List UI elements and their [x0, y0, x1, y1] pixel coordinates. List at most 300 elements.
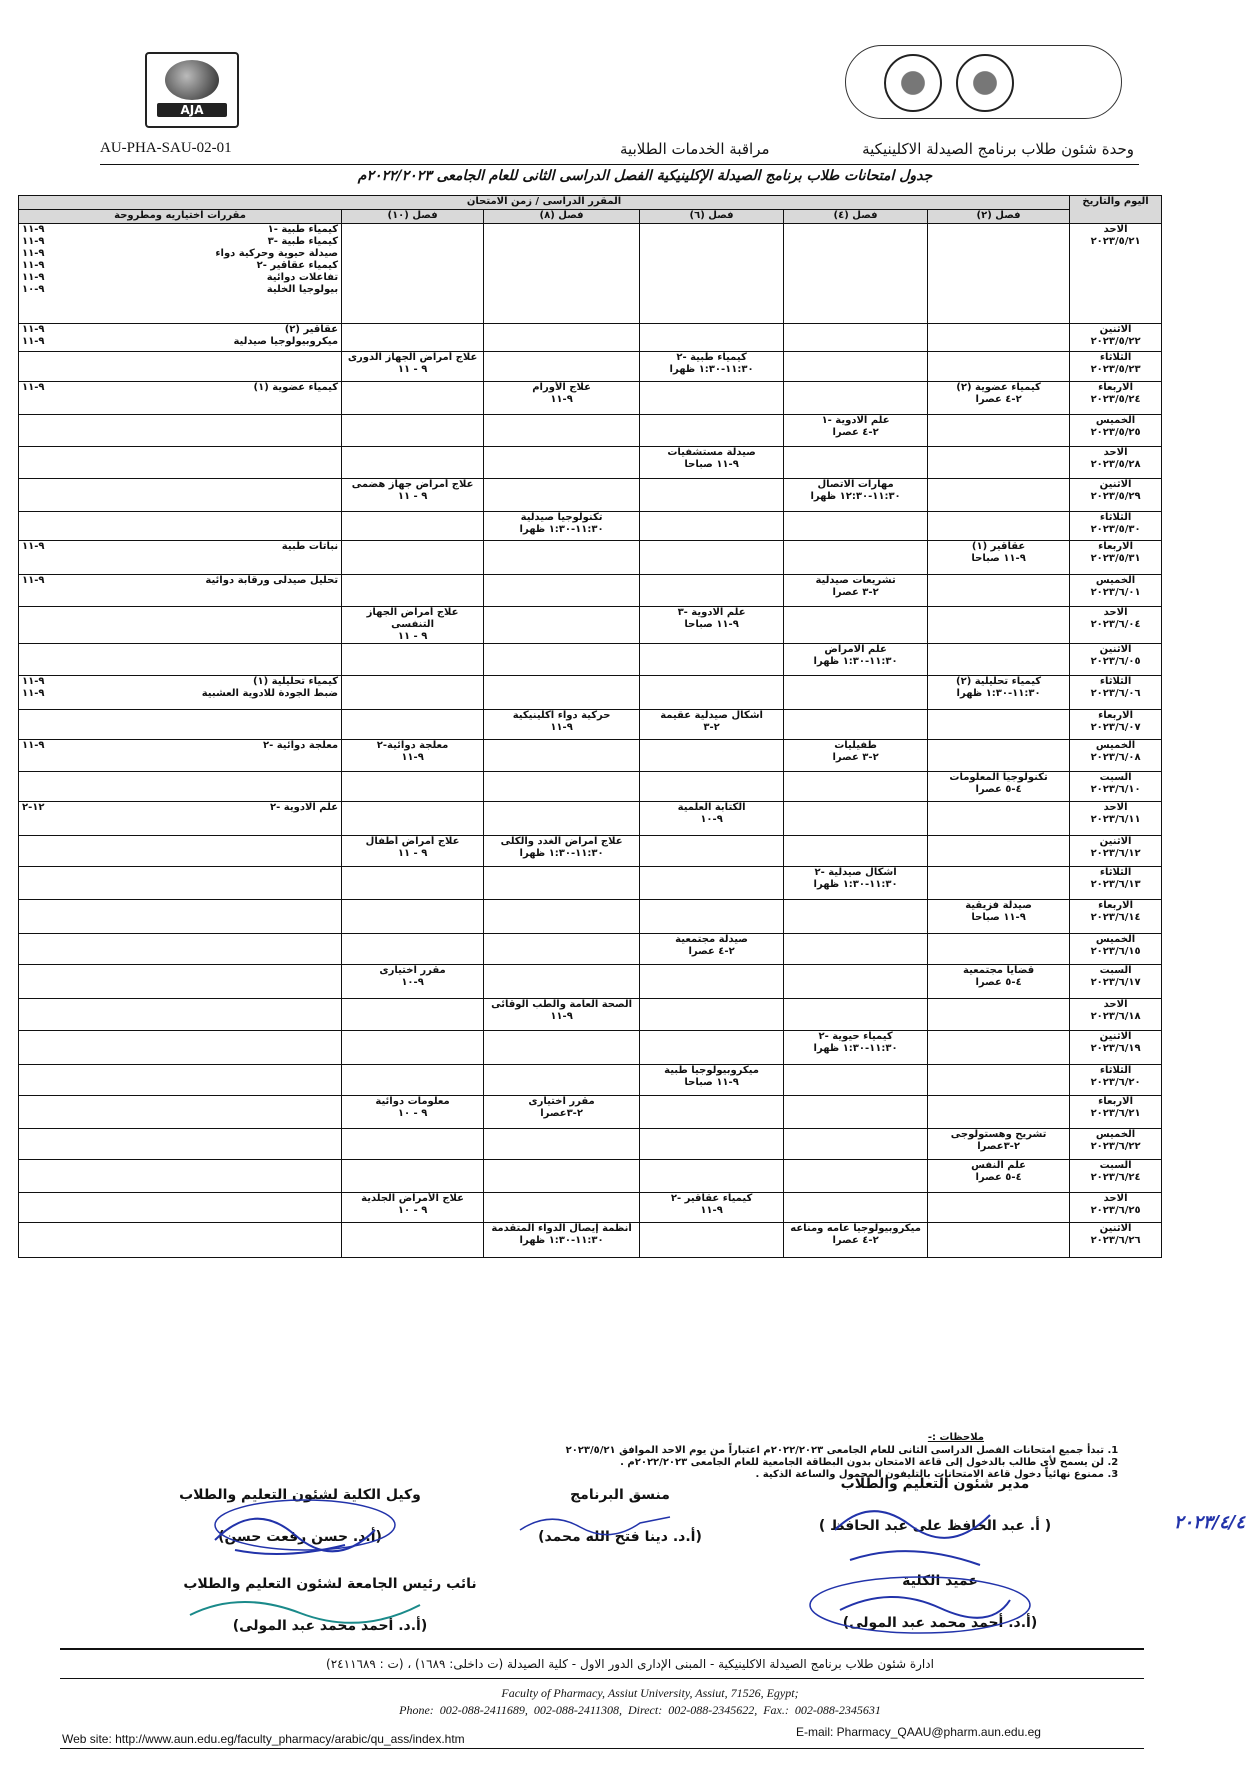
- exam-time: ١١:٣٠-١:٣٠ ظهرا: [669, 364, 754, 375]
- director-name: ( أ. عبد الحافظ على عبد الحافظ ): [818, 1518, 1052, 1534]
- elective-cell: [19, 1129, 342, 1160]
- elective-time: ٩-١١: [22, 688, 45, 699]
- exam-cell-c8: [484, 382, 640, 415]
- elective-time: ٩-١٠: [22, 284, 45, 295]
- exam-cell-c6: [640, 575, 784, 607]
- exam-cell-c8: [484, 541, 640, 575]
- exam-time: ٩ - ١١: [397, 364, 428, 375]
- exam-cell-c10: [342, 802, 484, 836]
- elective-course: عقاقير (٢): [284, 324, 339, 335]
- elective-cell: [19, 575, 342, 607]
- elective-cell: [19, 644, 342, 676]
- exam-cell-c8: [484, 1223, 640, 1258]
- note-item: 3. ممنوع نهائياً دخول قاعة الامتحانات بالتليفون المحمول والساعة الذكية .: [100, 1469, 1104, 1480]
- course-name: تشريح وهستولوجى: [950, 1129, 1047, 1140]
- exam-cell-c10: [342, 772, 484, 802]
- elective-cell: [19, 1160, 342, 1193]
- phone-numbers: Phone: 002-088-2411689, 002-088-2411308, Direct: 002-088-2345622, Fax.: 002-088-2345631: [399, 1703, 881, 1717]
- course-name: معلجة دوائية-٢: [376, 740, 449, 751]
- elective-cell: [19, 479, 342, 512]
- exam-cell-c2: [928, 802, 1070, 836]
- schedule-row: [19, 772, 1162, 802]
- course-name: طفيليات: [834, 740, 877, 751]
- exam-cell-c4: [784, 710, 928, 740]
- day-name: الاثنين: [1099, 836, 1132, 847]
- exam-cell-c8: [484, 772, 640, 802]
- exam-cell-c6: [640, 1129, 784, 1160]
- exam-cell-c6: [640, 676, 784, 710]
- elective-cell: [19, 224, 342, 324]
- exam-cell-c6: [640, 867, 784, 900]
- schedule-row: [19, 836, 1162, 867]
- exam-date: ٢٠٢٣/٦/٠٤: [1090, 619, 1141, 630]
- elective-time: ٩-١١: [22, 224, 45, 235]
- column-header: فصل (١٠): [342, 210, 484, 224]
- exam-time: ٢-٣ عصرا: [832, 587, 879, 598]
- exam-cell-c4: [784, 1031, 928, 1065]
- day-date-cell: [1070, 352, 1162, 382]
- elective-cell: [19, 802, 342, 836]
- schedule-row: [19, 479, 1162, 512]
- notes-section: [100, 1432, 1144, 1481]
- elective-cell: [19, 965, 342, 999]
- exam-cell-c6: [640, 479, 784, 512]
- exam-cell-c6: [640, 607, 784, 644]
- exam-cell-c2: [928, 1193, 1070, 1223]
- exam-cell-c2: [928, 740, 1070, 772]
- exam-date: ٢٠٢٣/٦/٢٦: [1090, 1235, 1141, 1246]
- exam-cell-c10: [342, 512, 484, 541]
- exam-cell-c2: [928, 1129, 1070, 1160]
- exam-cell-c4: [784, 224, 928, 324]
- day-name: الثلاثاء: [1099, 352, 1132, 363]
- exam-date: ٢٠٢٣/٥/٢٥: [1090, 427, 1141, 438]
- exam-cell-c8: [484, 999, 640, 1031]
- elective-cell: [19, 1193, 342, 1223]
- exam-cell-c8: [484, 867, 640, 900]
- exam-cell-c6: [640, 447, 784, 479]
- exam-cell-c4: [784, 740, 928, 772]
- elective-cell: [19, 352, 342, 382]
- exam-cell-c4: [784, 512, 928, 541]
- schedule-row: [19, 1193, 1162, 1223]
- schedule-row: [19, 710, 1162, 740]
- exam-cell-c10: [342, 1096, 484, 1129]
- exam-cell-c4: [784, 644, 928, 676]
- course-name: علاج أمراض جهاز هضمى: [351, 479, 474, 490]
- exam-cell-c4: [784, 900, 928, 934]
- exam-time: ٤-٥ عصرا: [975, 977, 1022, 988]
- column-header: فصل (٦): [640, 210, 784, 224]
- exam-cell-c10: [342, 999, 484, 1031]
- course-name: تكنولوجيا صيدلية: [520, 512, 603, 523]
- exam-cell-c10: [342, 1129, 484, 1160]
- schedule-row: [19, 541, 1162, 575]
- schedule-row: [19, 900, 1162, 934]
- day-date-cell: [1070, 965, 1162, 999]
- university-seal-icon: [956, 54, 1014, 112]
- exam-date: ٢٠٢٣/٦/٢٢: [1090, 1141, 1141, 1152]
- day-date-cell: [1070, 999, 1162, 1031]
- exam-cell-c2: [928, 965, 1070, 999]
- exam-cell-c2: [928, 710, 1070, 740]
- elective-time: ٩-١١: [22, 575, 45, 586]
- day-name: الاربعاء: [1098, 710, 1134, 721]
- elective-time: ٩-١١: [22, 336, 45, 347]
- elective-time: ٩-١١: [22, 236, 45, 247]
- exam-date: ٢٠٢٣/٦/١٥: [1090, 946, 1141, 957]
- day-name: الاحد: [1103, 224, 1128, 235]
- day-name: الاحد: [1103, 447, 1128, 458]
- schedule-row: [19, 1065, 1162, 1096]
- column-header: مقررات اختياريه ومطروحة: [19, 210, 342, 224]
- exam-date: ٢٠٢٣/٥/٢٩: [1090, 491, 1141, 502]
- exam-date: ٢٠٢٣/٦/٠١: [1090, 587, 1141, 598]
- exam-cell-c8: [484, 607, 640, 644]
- elective-cell: [19, 1223, 342, 1258]
- elective-time: ٩-١١: [22, 324, 45, 335]
- exam-cell-c8: [484, 710, 640, 740]
- footer-divider: [60, 1678, 1144, 1679]
- exam-cell-c4: [784, 575, 928, 607]
- schedule-row: [19, 1096, 1162, 1129]
- exam-cell-c4: [784, 1193, 928, 1223]
- day-date-cell: [1070, 934, 1162, 965]
- exam-date: ٢٠٢٣/٦/٠٦: [1090, 688, 1141, 699]
- elective-cell: [19, 415, 342, 447]
- exam-time: ٩-١١: [700, 1205, 723, 1216]
- elective-course: كيمياء عقاقير -٢: [256, 260, 339, 271]
- exam-cell-c2: [928, 1065, 1070, 1096]
- exam-cell-c10: [342, 541, 484, 575]
- exam-cell-c8: [484, 1160, 640, 1193]
- course-name: علم الادوية -١: [821, 415, 890, 426]
- elective-cell: [19, 1031, 342, 1065]
- day-name: الاثنين: [1099, 1223, 1132, 1234]
- exam-date: ٢٠٢٣/٥/٢٣: [1090, 364, 1141, 375]
- day-name: الخميس: [1095, 740, 1136, 751]
- exam-date: ٢٠٢٣/٥/٢٨: [1090, 459, 1141, 470]
- exam-time: ٢-٣عصرا: [540, 1108, 583, 1119]
- day-date-cell: [1070, 324, 1162, 352]
- elective-cell: [19, 1065, 342, 1096]
- elective-item: [22, 284, 338, 296]
- exam-cell-c6: [640, 382, 784, 415]
- course-name: الصحة العامة والطب الوقائى: [491, 999, 633, 1010]
- day-name: الاثنين: [1099, 324, 1132, 335]
- elective-course: كيمياء تحليلية (١): [252, 676, 339, 687]
- exam-cell-c4: [784, 772, 928, 802]
- exam-cell-c2: [928, 415, 1070, 447]
- day-name: الاحد: [1103, 607, 1128, 618]
- exam-date: ٢٠٢٣/٦/١٩: [1090, 1043, 1141, 1054]
- course-name: مقرر اختيارى: [379, 965, 446, 976]
- exam-cell-c8: [484, 512, 640, 541]
- day-date-cell: [1070, 710, 1162, 740]
- elective-course: معلجة دوائية -٢: [262, 740, 339, 751]
- exam-time: ٩ - ١١: [397, 491, 428, 502]
- exam-cell-c6: [640, 836, 784, 867]
- elective-item: [22, 248, 338, 260]
- day-date-cell: [1070, 900, 1162, 934]
- exam-time: ٩-١١: [550, 722, 573, 733]
- elective-time: ٩-١١: [22, 382, 45, 393]
- schedule-row: [19, 1129, 1162, 1160]
- exam-date: ٢٠٢٣/٦/٢٠: [1090, 1077, 1141, 1088]
- exam-cell-c2: [928, 1096, 1070, 1129]
- elective-cell: [19, 836, 342, 867]
- exam-time: ٩ - ١١: [397, 631, 428, 642]
- day-date-cell: [1070, 1129, 1162, 1160]
- exam-cell-c8: [484, 575, 640, 607]
- elective-cell: [19, 512, 342, 541]
- day-name: الخميس: [1095, 934, 1136, 945]
- exam-cell-c6: [640, 324, 784, 352]
- exam-date: ٢٠٢٣/٦/١٢: [1090, 848, 1141, 859]
- elective-course: تحليل صيدلى ورقابة دوائية: [205, 575, 339, 586]
- exam-time: ٩-١١: [401, 752, 424, 763]
- exam-cell-c2: [928, 900, 1070, 934]
- course-name: تكنولوجيا المعلومات: [949, 772, 1048, 783]
- english-address: Faculty of Pharmacy, Assiut University, Assiut, 71526, Egypt;: [501, 1686, 799, 1700]
- exam-date: ٢٠٢٣/٥/٣٠: [1090, 524, 1141, 535]
- exam-cell-c4: [784, 1223, 928, 1258]
- elective-time: ٩-١١: [22, 541, 45, 552]
- exam-cell-c8: [484, 676, 640, 710]
- elective-course: علم الادوية -٢: [270, 802, 339, 813]
- exam-cell-c4: [784, 1096, 928, 1129]
- elective-course: تفاعلات دوائية: [266, 272, 339, 283]
- schedule-row: [19, 224, 1162, 324]
- exam-cell-c8: [484, 740, 640, 772]
- exam-cell-c4: [784, 541, 928, 575]
- handwritten-date: ٢٠٢٣/٤/٤: [1173, 1512, 1245, 1533]
- exam-cell-c8: [484, 1065, 640, 1096]
- exam-time: ٩-١١: [550, 394, 573, 405]
- exam-cell-c8: [484, 1193, 640, 1223]
- exam-cell-c10: [342, 1065, 484, 1096]
- exam-time: ١١:٣٠-١:٣٠ ظهرا: [956, 688, 1041, 699]
- exam-cell-c10: [342, 324, 484, 352]
- day-name: السبت: [1099, 1160, 1132, 1171]
- schedule-row: [19, 415, 1162, 447]
- course-name: معلومات دوائية: [375, 1096, 450, 1107]
- exam-cell-c10: [342, 382, 484, 415]
- exam-time: ٢-٣عصرا: [977, 1141, 1020, 1152]
- exam-cell-c10: [342, 607, 484, 644]
- aja-logo: [145, 52, 239, 128]
- exam-cell-c6: [640, 1096, 784, 1129]
- day-name: الاربعاء: [1098, 1096, 1134, 1107]
- course-time-header: المقرر الدراسى / زمن الامتحان: [19, 196, 1070, 210]
- exam-cell-c10: [342, 1031, 484, 1065]
- course-name: ميكروبيولوجيا طبية: [664, 1065, 759, 1076]
- course-name: أنظمة إيصال الدواء المتقدمة: [491, 1223, 632, 1234]
- elective-cell: [19, 607, 342, 644]
- elective-course: ضبط الجودة للادوية العشبية: [201, 688, 339, 699]
- elective-cell: [19, 772, 342, 802]
- day-date-cell: [1070, 479, 1162, 512]
- day-date-cell: [1070, 802, 1162, 836]
- elective-time: ١٢-٢: [22, 802, 45, 813]
- elective-time: ٩-١١: [22, 740, 45, 751]
- exam-cell-c6: [640, 900, 784, 934]
- coordinator-handwritten-signature: [510, 1505, 680, 1545]
- course-name: تشريعات صيدلية: [815, 575, 896, 586]
- day-name: الخميس: [1095, 1129, 1136, 1140]
- day-date-cell: [1070, 415, 1162, 447]
- course-name: الكتابة العلمية: [677, 802, 746, 813]
- exam-cell-c6: [640, 1031, 784, 1065]
- exam-time: ١١:٣٠-١٢:٣٠ ظهرا: [810, 491, 901, 502]
- exam-cell-c2: [928, 676, 1070, 710]
- day-date-cell: [1070, 224, 1162, 324]
- exam-date: ٢٠٢٣/٦/٠٧: [1090, 722, 1141, 733]
- exam-cell-c4: [784, 479, 928, 512]
- day-name: السبت: [1099, 772, 1132, 783]
- exam-cell-c4: [784, 415, 928, 447]
- unit-name: وحدة شئون طلاب برنامج الصيدلة الاكلينيكية: [862, 140, 1134, 158]
- elective-item: [22, 688, 338, 700]
- course-name: كيمياء عضوية (٢): [956, 382, 1041, 393]
- exam-cell-c2: [928, 447, 1070, 479]
- elective-item: [22, 336, 338, 348]
- director-title: مدير شئون التعليم والطلاب: [840, 1476, 1030, 1492]
- day-date-cell: [1070, 1096, 1162, 1129]
- day-date-cell: [1070, 512, 1162, 541]
- course-name: ميكروبيولوجيا عامه ومناعه: [790, 1223, 921, 1234]
- exam-time: ١١:٣٠-١:٣٠ ظهرا: [813, 1043, 898, 1054]
- day-name: الاربعاء: [1098, 541, 1134, 552]
- elective-cell: [19, 900, 342, 934]
- exam-time: ١١:٣٠-١:٣٠ ظهرا: [519, 524, 604, 535]
- day-date-cell: [1070, 1223, 1162, 1258]
- coordinator-title: منسق البرنامج: [570, 1487, 670, 1503]
- day-name: الثلاثاء: [1099, 867, 1132, 878]
- exam-date: ٢٠٢٣/٦/٢١: [1090, 1108, 1141, 1119]
- elective-course: كيمياء عضوية (١): [253, 382, 339, 393]
- exam-cell-c4: [784, 867, 928, 900]
- day-name: الاحد: [1103, 802, 1128, 813]
- elective-time: ٩-١١: [22, 676, 45, 687]
- exam-cell-c10: [342, 965, 484, 999]
- exam-cell-c10: [342, 352, 484, 382]
- exam-date: ٢٠٢٣/٦/١٣: [1090, 879, 1141, 890]
- course-name: اشكال صيدلية عقيمة: [660, 710, 763, 721]
- course-name: علاج أمراض الجهاز الدورى: [347, 352, 478, 363]
- day-name: الاثنين: [1099, 644, 1132, 655]
- course-name: كيمياء حيوية -٢: [818, 1031, 893, 1042]
- website-url: Web site: http://www.aun.edu.eg/faculty_pharmacy/arabic/qu_ass/index.htm: [62, 1732, 465, 1746]
- day-name: الخميس: [1095, 415, 1136, 426]
- course-name: علم النفس: [971, 1160, 1026, 1171]
- elective-cell: [19, 676, 342, 710]
- exam-cell-c8: [484, 1031, 640, 1065]
- exam-date: ٢٠٢٣/٥/٢٢: [1090, 336, 1141, 347]
- header-divider: [100, 164, 1139, 165]
- exam-cell-c10: [342, 575, 484, 607]
- page-title: جدول امتحانات طلاب برنامج الصيدلة الإكلينيكية الفصل الدراسى الثانى للعام الجامعى ٢٠٢٢/٢٠٢٣م: [357, 168, 933, 184]
- day-date-cell: [1070, 447, 1162, 479]
- day-date-cell: [1070, 1031, 1162, 1065]
- day-date-cell: [1070, 575, 1162, 607]
- exam-date: ٢٠٢٣/٥/٢١: [1090, 236, 1141, 247]
- day-name: الخميس: [1095, 575, 1136, 586]
- schedule-row: [19, 934, 1162, 965]
- exam-time: ٢-٤ عصرا: [688, 946, 735, 957]
- schedule-row: [19, 447, 1162, 479]
- exam-cell-c10: [342, 1223, 484, 1258]
- exam-cell-c8: [484, 415, 640, 447]
- notes-title: ملاحظات :-: [927, 1432, 984, 1443]
- day-name: الاحد: [1103, 999, 1128, 1010]
- exam-cell-c8: [484, 836, 640, 867]
- schedule-row: [19, 324, 1162, 352]
- exam-cell-c2: [928, 324, 1070, 352]
- exam-date: ٢٠٢٣/٥/٣١: [1090, 553, 1141, 564]
- elective-cell: [19, 867, 342, 900]
- exam-cell-c4: [784, 447, 928, 479]
- exam-cell-c2: [928, 1031, 1070, 1065]
- day-date-cell: [1070, 1160, 1162, 1193]
- exam-time: ٢-٤ عصرا: [832, 1235, 879, 1246]
- exam-cell-c8: [484, 352, 640, 382]
- subunit-name: مراقبة الخدمات الطلابية: [620, 140, 770, 158]
- exam-time: ٩-١١ صباحا: [684, 619, 739, 630]
- day-date-cell: [1070, 676, 1162, 710]
- elective-course: ميكروبيولوجيا صيدلية: [233, 336, 339, 347]
- schedule-row: [19, 644, 1162, 676]
- exam-cell-c2: [928, 1223, 1070, 1258]
- exam-cell-c6: [640, 644, 784, 676]
- exam-cell-c2: [928, 644, 1070, 676]
- schedule-row: [19, 512, 1162, 541]
- vice-dean-handwritten-signature: [195, 1490, 415, 1570]
- exam-cell-c4: [784, 836, 928, 867]
- exam-cell-c6: [640, 772, 784, 802]
- exam-cell-c8: [484, 224, 640, 324]
- exam-cell-c4: [784, 934, 928, 965]
- exam-cell-c2: [928, 836, 1070, 867]
- exam-cell-c2: [928, 1160, 1070, 1193]
- vice-dean-title: وكيل الكلية لشئون التعليم والطلاب: [179, 1487, 421, 1503]
- exam-date: ٢٠٢٣/٦/١٠: [1090, 784, 1141, 795]
- elective-course: بيولوجيا الخلية: [266, 284, 339, 295]
- schedule-row: [19, 1031, 1162, 1065]
- day-name: الاثنين: [1099, 479, 1132, 490]
- elective-item: [22, 676, 338, 688]
- exam-date: ٢٠٢٣/٥/٢٤: [1090, 394, 1141, 405]
- exam-cell-c6: [640, 740, 784, 772]
- elective-item: [22, 575, 338, 587]
- exam-date: ٢٠٢٣/٦/٠٨: [1090, 752, 1141, 763]
- footer-divider: [60, 1648, 1144, 1650]
- exam-cell-c4: [784, 965, 928, 999]
- exam-cell-c4: [784, 802, 928, 836]
- note-item: 1. تبدأ جميع امتحانات الفصل الدراسى الثانى للعام الجامعى ٢٠٢٢/٢٠٢٣م اعتباراً من يوم الاحد الموافق ٢٠٢٣/٥/٢١: [100, 1445, 1104, 1456]
- exam-cell-c2: [928, 867, 1070, 900]
- schedule-row: [19, 867, 1162, 900]
- elective-item: [22, 541, 338, 553]
- exam-cell-c2: [928, 541, 1070, 575]
- faculty-seal-icon: [884, 54, 942, 112]
- elective-item: [22, 382, 338, 394]
- exam-cell-c4: [784, 382, 928, 415]
- schedule-row: [19, 676, 1162, 710]
- exam-cell-c8: [484, 934, 640, 965]
- column-header: فصل (٢): [928, 210, 1070, 224]
- exam-cell-c6: [640, 352, 784, 382]
